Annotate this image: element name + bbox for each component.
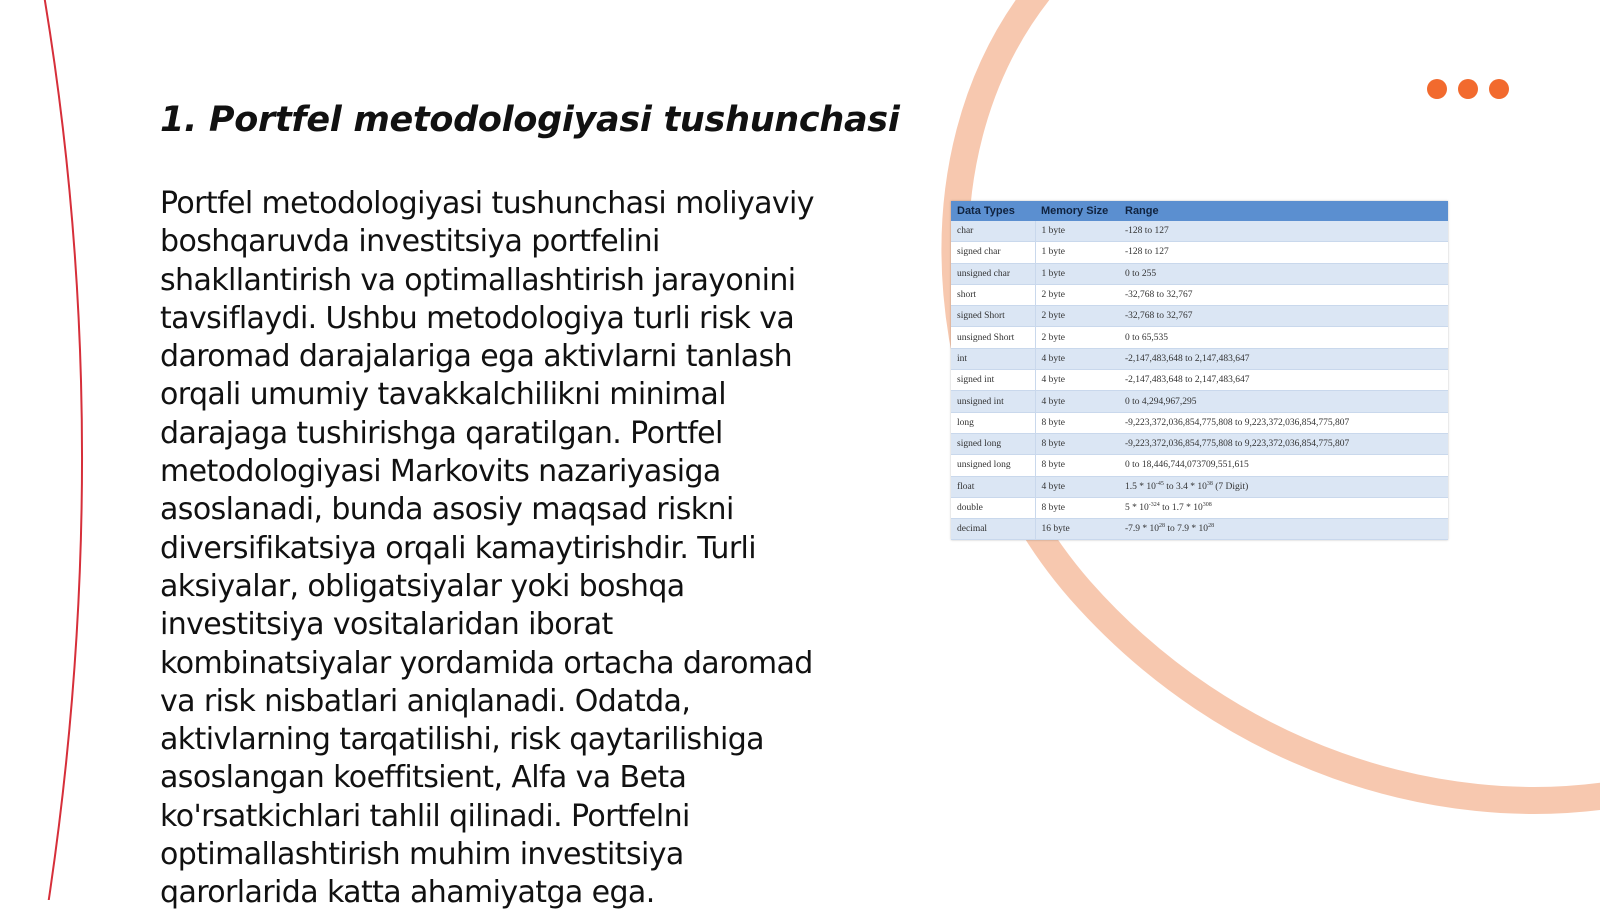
table-row (951, 519, 1448, 540)
range-exponent: -45 (1155, 480, 1164, 487)
cell-range (1119, 519, 1448, 540)
cell-memory-size: 8 byte (1035, 412, 1119, 433)
cell-range (1119, 497, 1448, 518)
range-text: to 7.9 * 10 (1165, 524, 1209, 535)
slide-title: 1. Portfel metodologiyasi tushunchasi (160, 100, 900, 140)
cell-range: -32,768 to 32,767 (1119, 284, 1448, 305)
dot (1427, 79, 1447, 99)
cell-data-type: signed long (951, 433, 1035, 454)
table-header-row (951, 201, 1448, 221)
cell-data-type: short (951, 284, 1035, 305)
cell-range: 0 to 65,535 (1119, 327, 1448, 348)
dot (1489, 79, 1509, 99)
cell-data-type: int (951, 348, 1035, 369)
cell-data-type: decimal (951, 519, 1035, 540)
range-text: -7.9 * 10 (1125, 524, 1160, 535)
range-exponent: 308 (1202, 501, 1212, 508)
cell-memory-size: 4 byte (1035, 476, 1119, 497)
range-exponent: 28 (1208, 523, 1215, 530)
slide-body-text: Portfel metodologiyasi tushunchasi moliyaviy boshqaruvda investitsiya portfelini shakllantirish va optimallashtirish jarayonini tavsiflaydi. Ushbu metodologiya turli risk va daromad darajalariga ega aktivlarni tanlash orqali umumiy tavakkalchilikni minimal darajaga tushirishga qaratilgan. Portfel metodologiyasi Markovits nazariyasiga asoslanadi, bunda asosiy maqsad riskni diversifikatsiya orqali kamaytirishdir. Turli aksiyalar, obligatsiyalar yoki boshqa investitsiya vositalaridan iborat kombinatsiyalar yordamida ortacha daromad va risk nisbatlari aniqlanadi. Odatda, aktivlarning tarqatilishi, risk qaytarilishiga asoslangan koeffitsient, Alfa va Beta ko'rsatkichlari tahlil qilinadi. Portfelni optimallashtirish muhim investitsiya qarorlarida katta ahamiyatga ega. (160, 186, 814, 911)
range-text: to 3.4 * 10 (1163, 481, 1207, 492)
cell-memory-size: 1 byte (1035, 242, 1119, 263)
range-exponent: 28 (1159, 523, 1166, 530)
menu-dots-icon (1427, 79, 1509, 99)
cell-memory-size: 2 byte (1035, 306, 1119, 327)
cell-memory-size: 16 byte (1035, 519, 1119, 540)
cell-data-type: signed int (951, 370, 1035, 391)
table-row (951, 455, 1448, 476)
cell-data-type: float (951, 476, 1035, 497)
cell-memory-size: 2 byte (1035, 327, 1119, 348)
cell-data-type: char (951, 221, 1035, 242)
table-row (951, 263, 1448, 284)
cell-data-type: signed Short (951, 306, 1035, 327)
cell-memory-size: 1 byte (1035, 221, 1119, 242)
cell-range: -128 to 127 (1119, 221, 1448, 242)
cell-data-type: unsigned long (951, 455, 1035, 476)
dot (1458, 79, 1478, 99)
cell-range: -32,768 to 32,767 (1119, 306, 1448, 327)
range-text: (7 Digit) (1212, 481, 1249, 492)
cell-data-type: unsigned char (951, 263, 1035, 284)
cell-range: -9,223,372,036,854,775,808 to 9,223,372,036,854,775,807 (1119, 433, 1448, 454)
data-types-table (951, 201, 1448, 540)
cell-range: 0 to 18,446,744,073709,551,615 (1119, 455, 1448, 476)
header-memory-size: Memory Size (1035, 201, 1119, 221)
table-row (951, 242, 1448, 263)
table-row (951, 221, 1448, 242)
table-row (951, 433, 1448, 454)
range-text: to 1.7 * 10 (1159, 503, 1203, 513)
table-row (951, 348, 1448, 369)
cell-memory-size: 4 byte (1035, 370, 1119, 391)
table-row (951, 391, 1448, 412)
table-row (951, 412, 1448, 433)
cell-memory-size: 8 byte (1035, 433, 1119, 454)
header-data-types: Data Types (951, 201, 1035, 221)
cell-range: 0 to 255 (1119, 263, 1448, 284)
table-row (951, 497, 1448, 518)
table-row (951, 370, 1448, 391)
range-exponent: -324 (1148, 501, 1160, 508)
range-exponent: 38 (1206, 480, 1213, 487)
cell-range: -128 to 127 (1119, 242, 1448, 263)
table-row (951, 306, 1448, 327)
cell-data-type: unsigned Short (951, 327, 1035, 348)
table-row (951, 327, 1448, 348)
cell-data-type: long (951, 412, 1035, 433)
table-row (951, 284, 1448, 305)
cell-memory-size: 8 byte (1035, 497, 1119, 518)
cell-range: 0 to 4,294,967,295 (1119, 391, 1448, 412)
cell-memory-size: 4 byte (1035, 348, 1119, 369)
cell-data-type: signed char (951, 242, 1035, 263)
range-text: 5 * 10 (1125, 503, 1149, 513)
cell-range (1119, 476, 1448, 497)
cell-memory-size: 4 byte (1035, 391, 1119, 412)
cell-memory-size: 8 byte (1035, 455, 1119, 476)
cell-range: -2,147,483,648 to 2,147,483,647 (1119, 348, 1448, 369)
cell-memory-size: 2 byte (1035, 284, 1119, 305)
cell-data-type: double (951, 497, 1035, 518)
cell-range: -2,147,483,648 to 2,147,483,647 (1119, 370, 1448, 391)
cell-memory-size: 1 byte (1035, 263, 1119, 284)
data-types-table-image (951, 201, 1448, 540)
table-row (951, 476, 1448, 497)
left-red-curve (44, 0, 82, 900)
header-range: Range (1119, 201, 1448, 221)
cell-data-type: unsigned int (951, 391, 1035, 412)
cell-range: -9,223,372,036,854,775,808 to 9,223,372,036,854,775,807 (1119, 412, 1448, 433)
range-text: 1.5 * 10 (1125, 481, 1156, 492)
